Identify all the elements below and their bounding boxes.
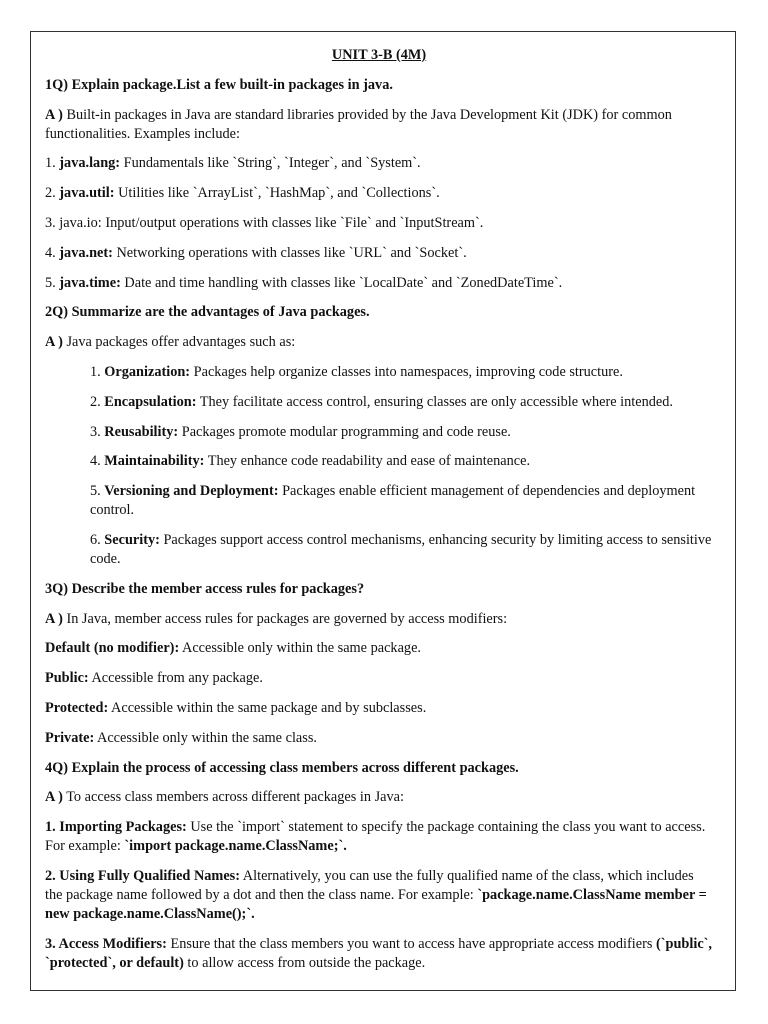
list-item	[45, 531, 713, 569]
item-term: Reusability:	[104, 423, 179, 440]
item-number: 4.	[90, 453, 105, 470]
answer-text: Java packages offer advantages such as:	[62, 334, 296, 351]
answer-3-intro	[45, 610, 713, 629]
item-number: 1.	[90, 363, 105, 380]
item-text: They enhance code readability and ease of maintenance.	[204, 453, 531, 470]
item-term: java.util:	[59, 185, 115, 202]
item-code: (`public`, `protected`, or default)	[45, 935, 713, 971]
list-item	[45, 363, 713, 382]
item-text: Packages help organize classes into namespaces, improving code structure.	[190, 363, 623, 380]
list-item	[45, 935, 713, 973]
answer-text: In Java, member access rules for packages are governed by access modifiers:	[62, 610, 508, 627]
list-item	[45, 393, 713, 412]
item-text: Packages support access control mechanisms, enhancing security by limiting access to sensitive code.	[90, 531, 712, 567]
list-item	[45, 818, 713, 856]
item-term: Versioning and Deployment:	[104, 483, 279, 500]
item-text: Date and time handling with classes like `LocalDate` and `ZonedDateTime`.	[120, 274, 563, 291]
item-code: `import package.name.ClassName;`.	[124, 838, 347, 855]
unit-title: UNIT 3-B (4M)	[331, 47, 427, 63]
item-number: 2.	[90, 393, 105, 410]
item-term: Maintainability:	[104, 453, 205, 470]
answer-label: A )	[45, 610, 63, 627]
item-text: They facilitate access control, ensuring classes are only accessible where intended.	[196, 393, 673, 410]
item-text: Accessible from any package.	[88, 670, 263, 687]
answer-1-intro	[45, 106, 713, 144]
item-term: 1. Importing Packages:	[45, 819, 187, 836]
question-2: 2Q) Summarize are the advantages of Java packages.	[45, 304, 370, 321]
item-term: java.lang:	[59, 155, 121, 172]
list-item	[45, 699, 713, 718]
list-item	[45, 729, 713, 748]
item-text: Alternatively, you can use the fully qualified name of the class, which includes the package name followed by a dot and then the class name. For example:	[45, 867, 694, 903]
list-item	[45, 423, 713, 442]
item-number: 6.	[90, 531, 105, 548]
item-term: 2. Using Fully Qualified Names:	[45, 867, 241, 884]
answer-4-intro	[45, 788, 713, 807]
item-text: Accessible only within the same class.	[94, 729, 317, 746]
item-text: Packages enable efficient management of dependencies and deployment control.	[90, 483, 696, 519]
item-number: 3.	[90, 423, 105, 440]
answer-label: A )	[45, 789, 63, 806]
answer-2-intro	[45, 333, 713, 352]
list-item	[45, 482, 713, 520]
list-item	[45, 184, 713, 203]
document-body	[45, 46, 713, 984]
answer-text: Built-in packages in Java are standard libraries provided by the Java Development Kit (JDK) for common functionalities. Examples include:	[45, 106, 672, 142]
item-number: 5.	[45, 274, 60, 291]
item-term: 3. Access Modifiers:	[45, 935, 167, 952]
list-item	[45, 639, 713, 658]
list-item	[45, 867, 713, 924]
item-number: 3.	[45, 214, 60, 231]
list-item	[45, 214, 713, 233]
item-term: java.net:	[59, 244, 113, 261]
item-text: Ensure that the class members you want to access have appropriate access modifiers	[166, 935, 656, 952]
question-1: 1Q) Explain package.List a few built-in packages in java.	[45, 76, 393, 93]
item-term: Default (no modifier):	[45, 640, 180, 657]
item-term: Organization:	[104, 363, 191, 380]
item-code: `package.name.ClassName member = new package.name.ClassName();`.	[45, 886, 707, 922]
list-item	[45, 452, 713, 471]
item-term: Public:	[45, 670, 89, 687]
list-item	[45, 154, 713, 173]
item-term: java.time:	[59, 274, 121, 291]
answer-label: A )	[45, 334, 63, 351]
item-text: Accessible within the same package and by subclasses.	[108, 699, 427, 716]
item-text: Use the `import` statement to specify the package containing the class you want to access. For example:	[45, 819, 706, 855]
list-item	[45, 244, 713, 263]
item-number: 4.	[45, 244, 60, 261]
item-number: 5.	[90, 483, 105, 500]
item-text-tail: to allow access from outside the package.	[183, 954, 426, 971]
item-text: Networking operations with classes like `URL` and `Socket`.	[112, 244, 467, 261]
item-term: Private:	[45, 729, 95, 746]
item-text: Fundamentals like `String`, `Integer`, and `System`.	[120, 155, 421, 172]
item-term: Protected:	[45, 699, 109, 716]
item-term: Security:	[104, 531, 160, 548]
list-item	[45, 669, 713, 688]
item-text: java.io: Input/output operations with classes like `File` and `InputStream`.	[59, 214, 484, 231]
item-text: Accessible only within the same package.	[179, 640, 421, 657]
item-number: 2.	[45, 185, 60, 202]
item-text: Utilities like `ArrayList`, `HashMap`, and `Collections`.	[114, 185, 440, 202]
list-item	[45, 274, 713, 293]
question-4: 4Q) Explain the process of accessing class members across different packages.	[45, 759, 519, 776]
question-3: 3Q) Describe the member access rules for packages?	[45, 580, 365, 597]
item-number: 1.	[45, 155, 60, 172]
answer-text: To access class members across different packages in Java:	[62, 789, 404, 806]
item-text: Packages promote modular programming and code reuse.	[178, 423, 511, 440]
item-term: Encapsulation:	[104, 393, 197, 410]
answer-label: A )	[45, 106, 63, 123]
